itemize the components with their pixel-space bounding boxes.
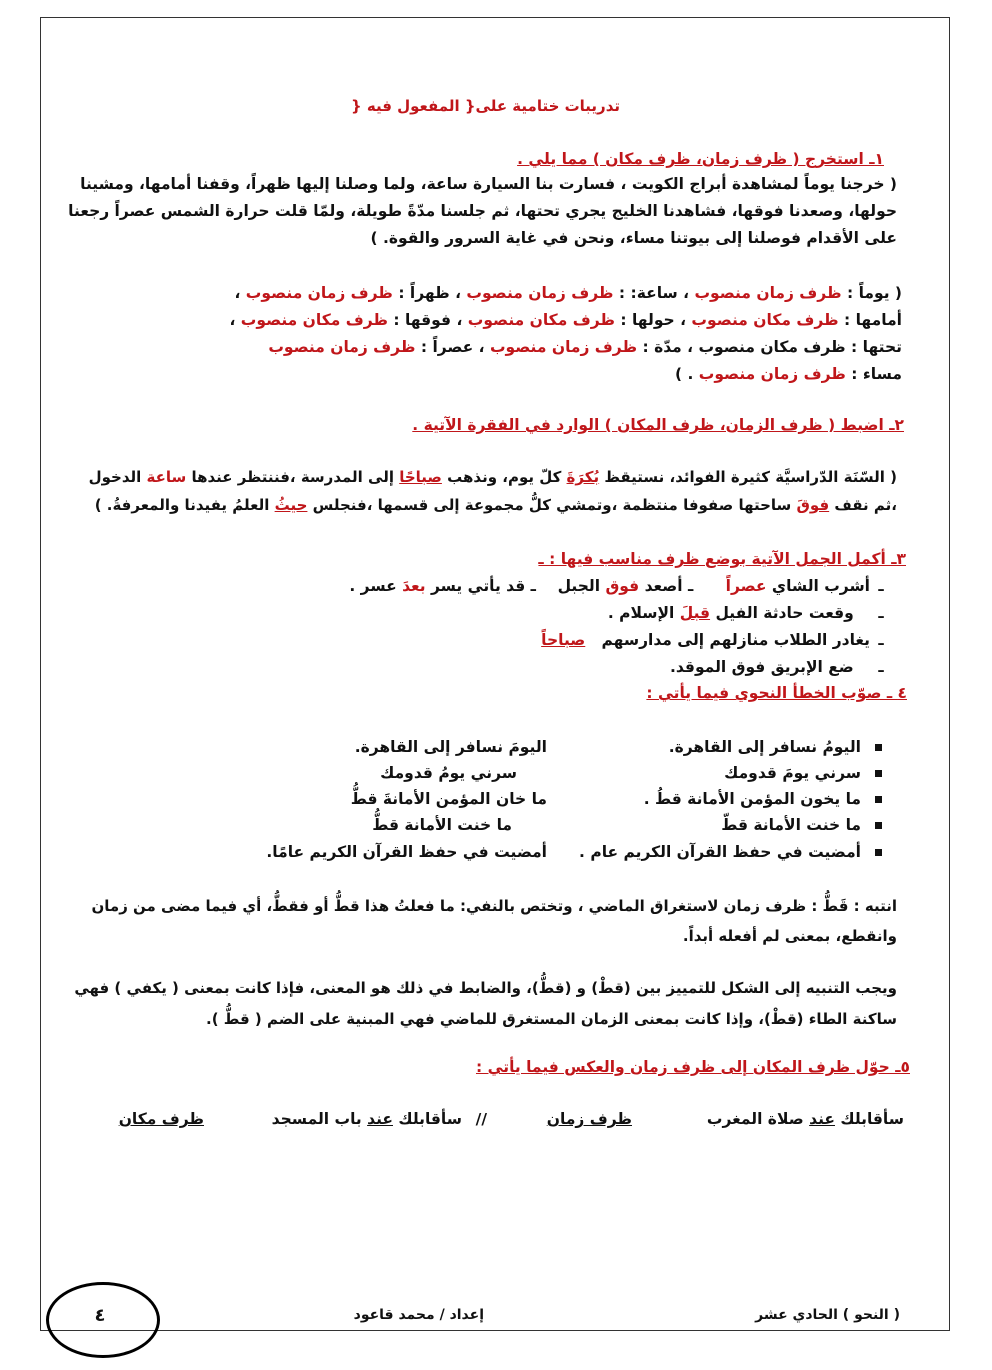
q4-row: سرني يومَ قدومك [724,764,882,782]
q5-heading: ٥ـ حوّل ظرف المكان إلى ظرف زمان والعكس فيما يأتي : [475,1058,910,1076]
q2-heading: ٢ـ اضبط ( ظرف الزمان، ظرف المكان ) الوارد في الفقرة الآتية . [412,416,904,434]
q4-row: أمضيت في حفظ القرآن الكريم عام . [579,843,882,861]
q2-line-2: ،ثم نقف فوقَ ساحتها صفوفا منتظمة ،وتمشي كلُّ مجموعة إلى قسمها ،فنجلس حيثُ العلمُ يفيدنا والمعرفةُ. ) [94,496,897,514]
q4-row: اليومُ نسافر إلى القاهرة. [669,738,882,756]
q1-answer-row-3: تحتها : ظرف مكان منصوب ، مدّة : ظرف زمان منصوب ، عصراً : ظرف زمان منصوب [268,338,902,356]
q5-separator: // [475,1110,487,1128]
q4-row-correct: اليومَ نسافر إلى القاهرة. [354,738,547,756]
bullet-square-icon [875,822,882,829]
q1-answer-row-1: ( يوماً : ظرف زمان منصوب ، ساعة: : ظرف زمان منصوب ، ظهراً : ظرف زمان منصوب ، [234,284,902,302]
q3-line-1: ـأشرب الشاي عصراً ـ أصعد فوق الجبل ـ قد يأتي يسر بعدَ عسر . [349,577,884,595]
note-para-2-line-2: ساكنة الطاء (قطْ)، وإذا كانت بمعنى الزمان المستغرق للماضي فهي المبنية على الضم ( قطُّ ). [206,1010,897,1028]
q1-para-line-2: حولها، وصعدنا فوقها، فشاهدنا الخليج يجري تحتها، ثم جلسنا مدّةً طويلة، ولمّا قلت حرارة الشمس عصراً رجعنا [68,202,897,220]
q5-sentence-2: سأقابلك عند باب المسجد [271,1110,462,1128]
q4-row: ما خنت الأمانة قطّ [721,816,882,834]
bullet-square-icon [875,849,882,856]
bullet-square-icon [875,770,882,777]
bullet-square-icon [875,744,882,751]
q3-line-4: ـ ضع الإبريق فوق الموقد. [669,658,884,676]
q5-sentence-1: سأقابلك عند صلاة المغرب [706,1110,904,1128]
q1-para-line-1: ( خرجنا يوماً لمشاهدة أبراج الكويت ، فسارت بنا السيارة ساعة، ولما وصلنا إليها ظهراً، وقفنا أمامها، ومشينا [80,175,897,193]
q1-heading: ١ـ استخرج ( ظرف زمان، ظرف مكان ) مما يلي . [517,150,884,168]
q4-row: ما يخون المؤمن الأمانة قطُ . [644,790,882,808]
q1-answer-row-2: أمامها : ظرف مكان منصوب ، حولها : ظرف مكان منصوب ، فوقها : ظرف مكان منصوب ، [229,311,902,329]
q3-heading: ٣ـ أكمل الجمل الآتية بوضع ظرف مناسب فيها : ـ [538,550,906,568]
q3-line-2: ـ وقعت حادثة الفيل قبلَ الإسلام . [607,604,884,622]
page-number: ٤ [94,1305,106,1326]
note-para-1-line-1: انتبه : قَطُّ : ظرف زمان لاستغراق الماضي ، وتختص بالنفي: ما فعلتُ هذا قطُّ أو فقطُّ، أي فيما مضى من زمان [91,897,897,915]
q4-row-correct: ما خان المؤمن الأمانةَ قطُّ [350,790,547,808]
page-title: تدريبات ختامية على{ المفعول فيه { [350,97,620,115]
q4-row-correct: سرني يومُ قدومك [380,764,517,782]
q5-answer-2: ظرف مكان [118,1110,204,1128]
q5-answer-1: ظرف زمان [546,1110,632,1128]
note-para-1-line-2: وانقطع، بمعنى لم أفعله أبداً. [682,927,897,945]
note-para-2-line-1: ويجب التنبيه إلى الشكل للتمييز بين (قطْ) و (قطُّ)، والضابط في ذلك هو المعنى، فإذا كانت بمعنى ( يكفي ) فهي [74,979,897,997]
bullet-square-icon [875,796,882,803]
q4-row-correct: أمضيت في حفظ القرآن الكريم عامًا. [266,843,547,861]
footer-subject: ( النحو ) الحادي عشر [755,1307,900,1323]
q4-heading: ٤ ـ صوّب الخطأ النحوي فيما يأتي : [646,684,907,702]
q3-line-3: ـيغادر الطلاب منازلهم إلى مدارسهم صباحاً [541,631,884,649]
q4-row-correct: ما خنت الأمانة قطُّ [372,816,512,834]
q1-para-line-3: على الأقدام فوصلنا إلى بيوتنا مساء، ونحن في غاية السرور والقوة. ) [370,229,897,247]
footer-author: إعداد / محمد قاعود [353,1307,484,1323]
q1-answer-row-4: مساء : ظرف زمان منصوب . ) [674,365,902,383]
q2-line-1: ( السّنَة الدّراسيَّة كثيرة الفوائد، نستيقظ بُكرَةَ كلّ يوم، ونذهب صباحًا إلى المدرسة ،فننتظر عندها ساعة الدخول [88,468,897,486]
